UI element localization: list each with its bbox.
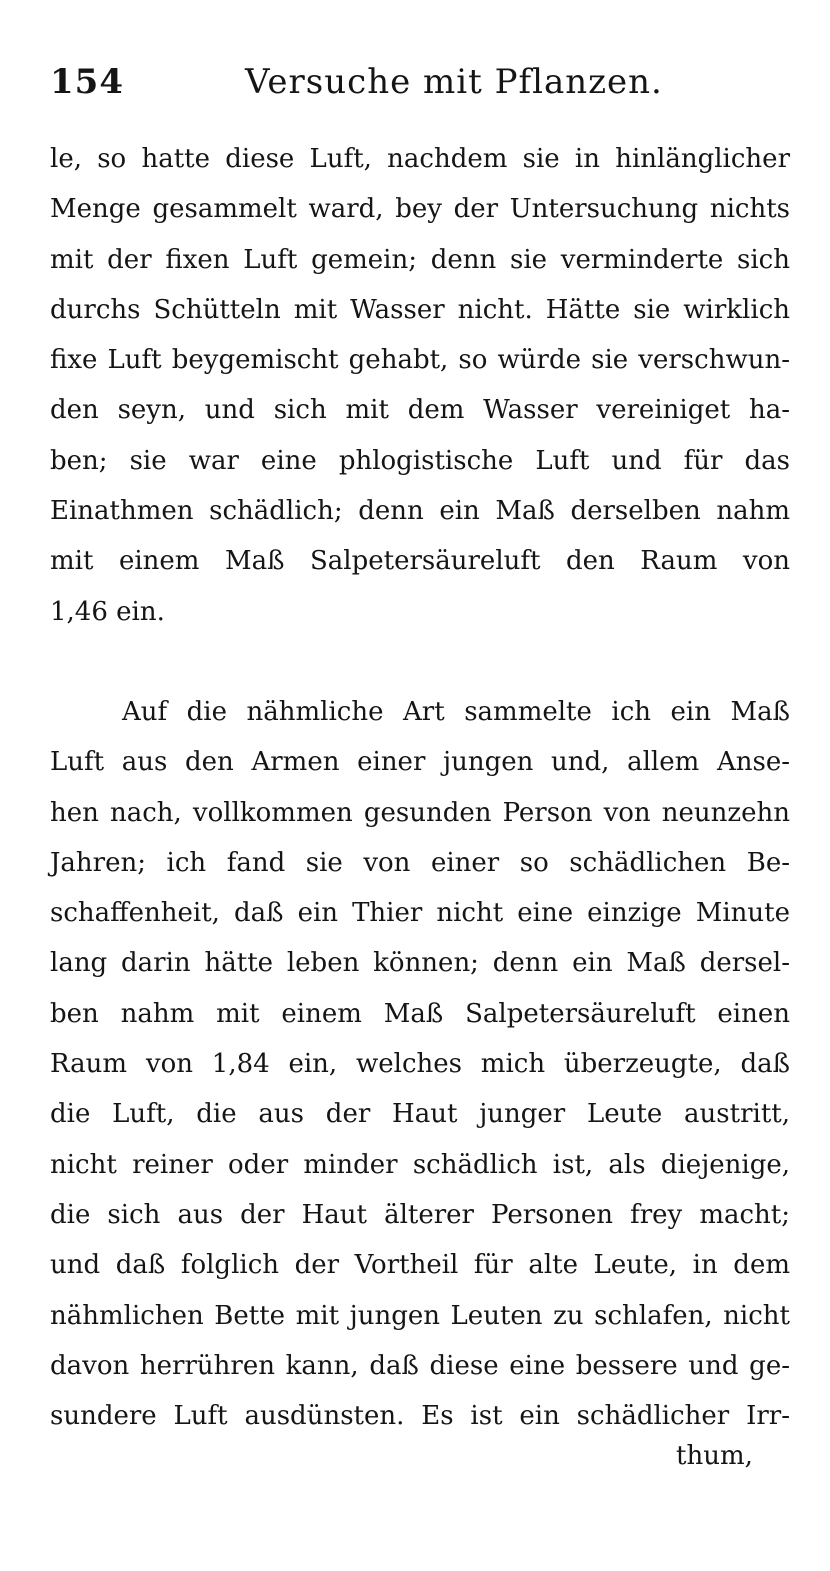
page-number: 154 (50, 62, 124, 102)
text-line: le, so hatte diese Luft, nachdem sie in hinlänglicher (50, 144, 790, 174)
body-text (50, 134, 790, 1441)
text-line: mit einem Maß Salpetersäureluft den Raum von (50, 546, 790, 577)
paragraph (50, 134, 790, 637)
text-line: hen nach, vollkommen gesunden Person von neunzehn (50, 797, 790, 828)
text-line: nähmlichen Bette mit jungen Leuten zu schlafen, nicht (50, 1300, 790, 1331)
paragraph (50, 687, 790, 1441)
text-line: davon herrühren kann, daß diese eine bessere und ge- (50, 1350, 790, 1381)
paragraph-gap (50, 637, 790, 687)
text-line: durchs Schütteln mit Wasser nicht. Hätte sie wirklich (50, 294, 790, 325)
text-line: fixe Luft beygemischt gehabt, so würde sie verschwun- (50, 345, 790, 376)
text-line: mit der fixen Luft gemein; denn sie verminderte sich (50, 244, 790, 275)
catchword: thum, (676, 1441, 753, 1471)
text-line: ben nahm mit einem Maß Salpetersäureluft einen (50, 998, 790, 1029)
text-line: Auf die nähmliche Art sammelte ich ein Maß (122, 696, 790, 727)
text-line: den seyn, und sich mit dem Wasser vereiniget ha- (50, 395, 790, 426)
text-line: Jahren; ich fand sie von einer so schädlichen Be- (50, 847, 790, 878)
text-line: schaffenheit, daß ein Thier nicht eine einzige Minute (50, 898, 790, 929)
page-header (50, 62, 790, 112)
text-line: 1,46 ein. (50, 596, 165, 627)
text-line: Einathmen schädlich; denn ein Maß derselben nahm (50, 496, 790, 527)
text-line: Luft aus den Armen einer jungen und, allem Anse- (50, 747, 790, 778)
text-line: die sich aus der Haut älterer Personen frey macht; (50, 1199, 790, 1230)
running-title: Versuche mit Pflanzen. (245, 62, 663, 102)
text-line: sundere Luft ausdünsten. Es ist ein schädlicher Irr- (50, 1401, 790, 1432)
text-line: Menge gesammelt ward, bey der Untersuchung nichts (50, 194, 790, 225)
text-line: nicht reiner oder minder schädlich ist, als diejenige, (50, 1149, 790, 1180)
text-line: Raum von 1,84 ein, welches mich überzeugte, daß (50, 1049, 790, 1080)
text-line: und daß folglich der Vortheil für alte Leute, in dem (50, 1250, 790, 1281)
text-line: lang darin hätte leben können; denn ein Maß dersel- (50, 948, 790, 979)
text-line: die Luft, die aus der Haut junger Leute austritt, (50, 1099, 790, 1130)
text-line: ben; sie war eine phlogistische Luft und für das (50, 445, 790, 476)
